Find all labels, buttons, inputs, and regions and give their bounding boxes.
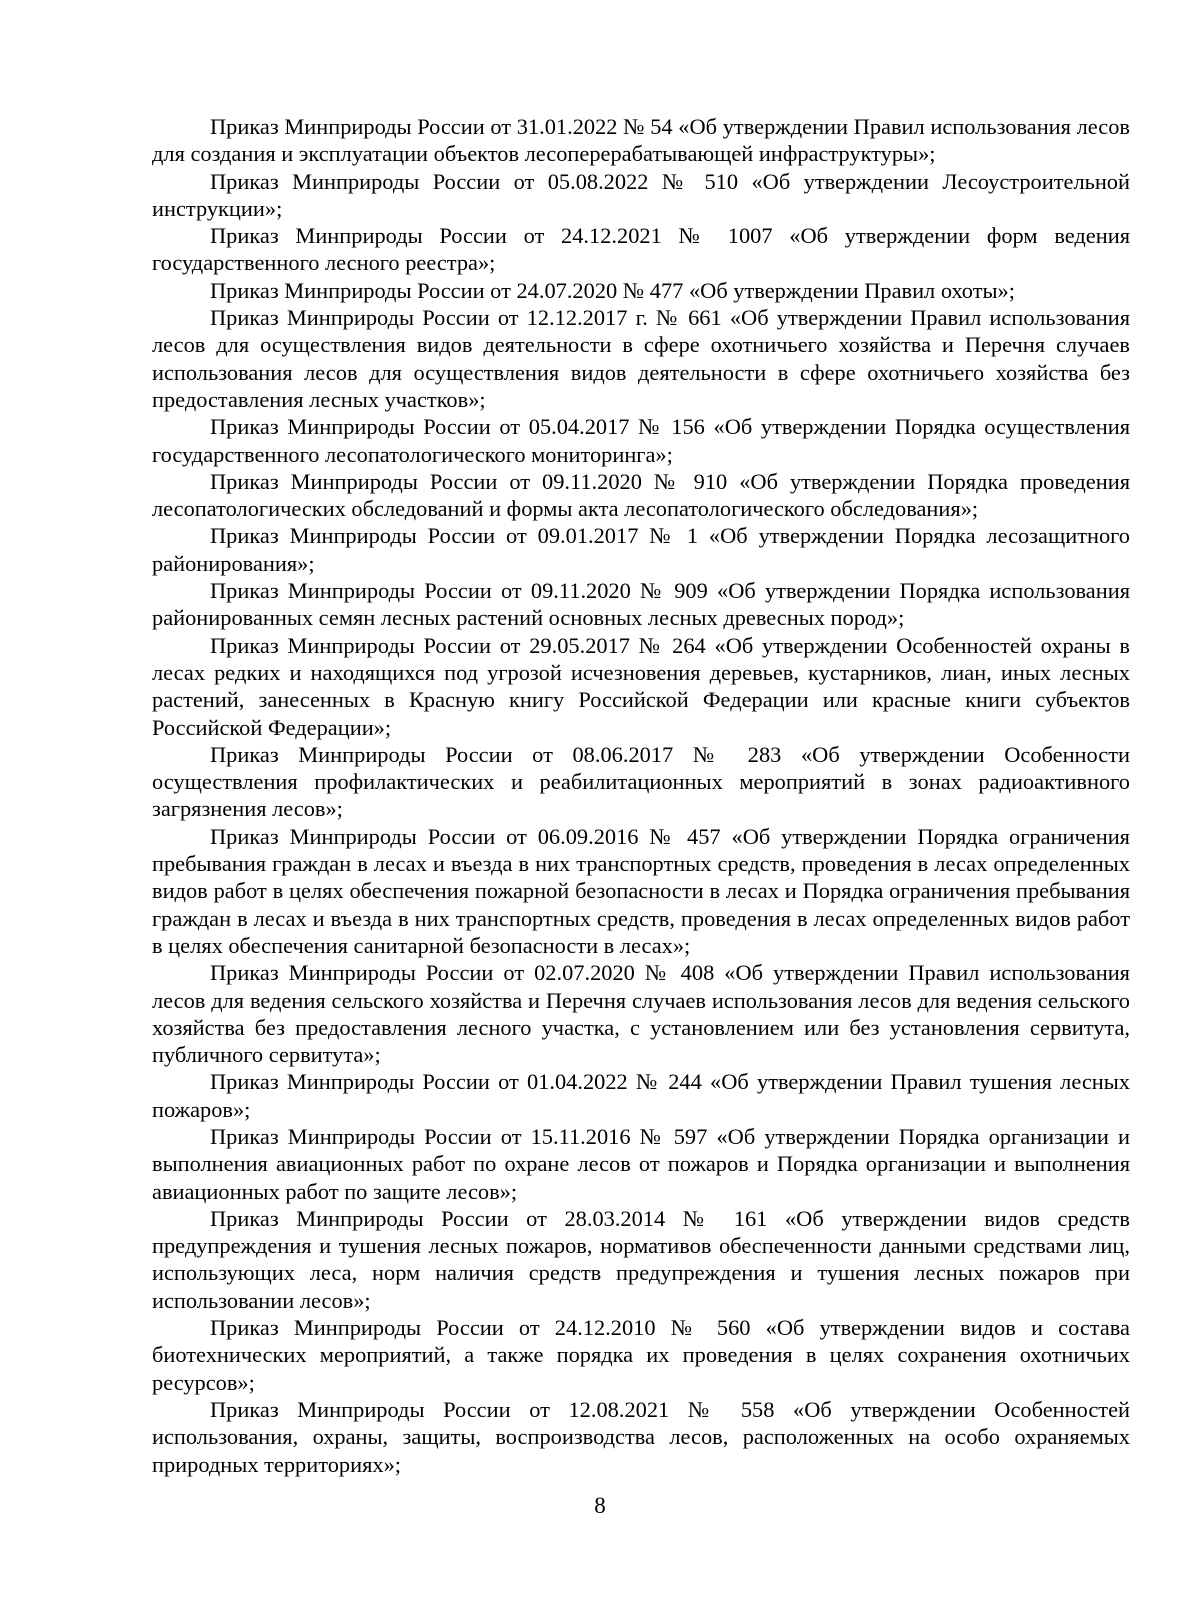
paragraph-order-1007: Приказ Минприроды России от 24.12.2021 № 1007 «Об утверждении форм ведения государственного лесного реестра»;: [152, 223, 1130, 276]
paragraph-order-909: Приказ Минприроды России от 09.11.2020 № 909 «Об утверждении Порядка использования районированных семян лесных растений основных лесных древесных пород»;: [152, 578, 1130, 631]
paragraph-order-560: Приказ Минприроды России от 24.12.2010 № 560 «Об утверждении видов и состава биотехнических мероприятий, а также порядка их проведения в целях сохранения охотничьих ресурсов»;: [152, 1315, 1130, 1395]
paragraph-order-661: Приказ Минприроды России от 12.12.2017 г. № 661 «Об утверждении Правил использования лесов для осуществления видов деятельности в сфере охотничьего хозяйства и Перечня случаев использования лесов для осуществления видов деятельности в сфере охотничьего хозяйства без предоставления лесных участков»;: [152, 305, 1130, 412]
paragraph-order-597: Приказ Минприроды России от 15.11.2016 № 597 «Об утверждении Порядка организации и выполнения авиационных работ по охране лесов от пожаров и Порядка организации и выполнения авиационных работ по защите лесов»;: [152, 1123, 1130, 1204]
paragraph-order-156: Приказ Минприроды России от 05.04.2017 № 156 «Об утверждении Порядка осуществления государственного лесопатологического мониторинга»;: [152, 414, 1130, 467]
paragraph-order-54: Приказ Минприроды России от 31.01.2022 № 54 «Об утверждении Правил использования лесов для создания и эксплуатации объектов лесоперерабатывающей инфраструктуры»;: [152, 114, 1130, 167]
paragraph-order-457: Приказ Минприроды России от 06.09.2016 № 457 «Об утверждении Порядка ограничения пребывания граждан в лесах и въезда в них транспортных средств, проведения в лесах определенных видов работ в целях обеспечения пожарной безопасности в лесах и Порядка ограничения пребывания граждан в лесах и въезда в них транспортных средств, проведения в лесах определенных видов работ в целях обеспечения санитарной безопасности в лесах»;: [152, 823, 1130, 958]
paragraph-order-558: Приказ Минприроды России от 12.08.2021 № 558 «Об утверждении Особенностей использования, охраны, защиты, воспроизводства лесов, расположенных на особо охраняемых природных территориях»;: [152, 1396, 1130, 1477]
paragraph-order-1: Приказ Минприроды России от 09.01.2017 № 1 «Об утверждении Порядка лесозащитного районирования»;: [152, 523, 1130, 576]
paragraph-order-283: Приказ Минприроды России от 08.06.2017 № 283 «Об утверждении Особенности осуществления профилактических и реабилитационных мероприятий в зонах радиоактивного загрязнения лесов»;: [152, 741, 1130, 822]
document-body: [152, 113, 1130, 1478]
page-number: 8: [594, 1493, 606, 1518]
paragraph-order-161: Приказ Минприроды России от 28.03.2014 № 161 «Об утверждении видов средств предупреждения и тушения лесных пожаров, нормативов обеспеченности данными средствами лиц, использующих леса, норм наличия средств предупреждения и тушения лесных пожаров при использовании лесов»;: [152, 1205, 1130, 1313]
paragraph-order-910: Приказ Минприроды России от 09.11.2020 № 910 «Об утверждении Порядка проведения лесопатологических обследований и формы акта лесопатологического обследования»;: [152, 468, 1130, 522]
paragraph-order-244: Приказ Минприроды России от 01.04.2022 № 244 «Об утверждении Правил тушения лесных пожаров»;: [152, 1069, 1130, 1122]
paragraph-order-510: Приказ Минприроды России от 05.08.2022 № 510 «Об утверждении Лесоустроительной инструкции»;: [152, 168, 1130, 221]
paragraph-order-408: Приказ Минприроды России от 02.07.2020 № 408 «Об утверждении Правил использования лесов для ведения сельского хозяйства и Перечня случаев использования лесов для ведения сельского хозяйства без предоставления лесного участка, с установлением или без установления сервитута, публичного сервитута»;: [152, 960, 1130, 1068]
paragraph-order-477: Приказ Минприроды России от 24.07.2020 № 477 «Об утверждении Правил охоты»;: [210, 277, 1015, 303]
paragraph-order-264: Приказ Минприроды России от 29.05.2017 № 264 «Об утверждении Особенностей охраны в лесах редких и находящихся под угрозой исчезновения деревьев, кустарников, лиан, иных лесных растений, занесенных в Красную книгу Российской Федерации или красные книги субъектов Российской Федерации»;: [152, 632, 1130, 740]
